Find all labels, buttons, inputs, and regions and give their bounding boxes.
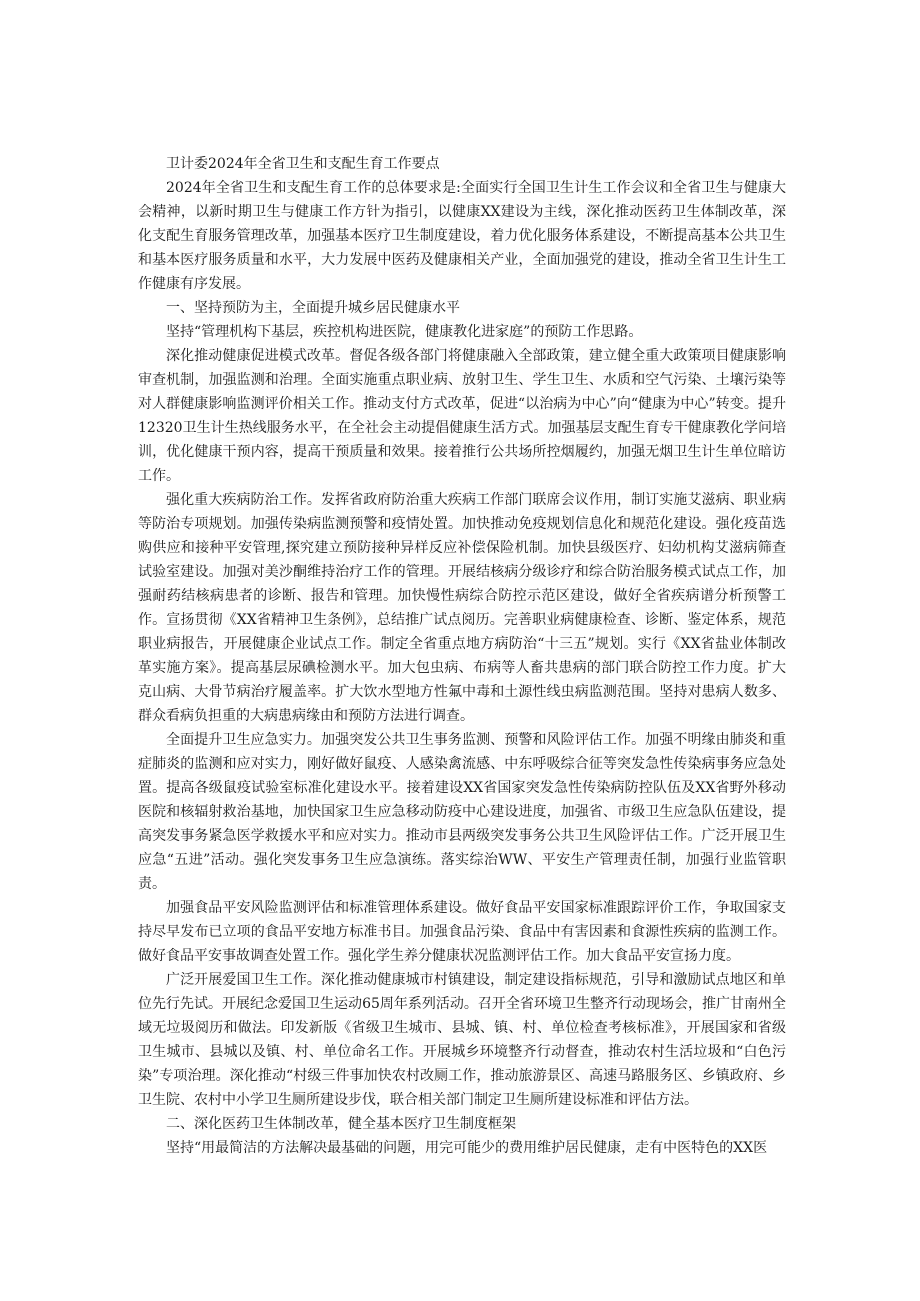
section-1-heading: 一、坚持预防为主，全面提升城乡居民健康水平: [166, 300, 460, 316]
intro-paragraph: 2024年全省卫生和支配生育工作的总体要求是:全面实行全国卫生计生工作会议和全省卫生与健康大会精神，以新时期卫生与健康工作方针为指引，以健康XX建设为主线，深化推动医药卫生体制改革，深化支配生育服务管理改革，加强基本医疗卫生制度建设，着力优化服务体系建设，不断提高基本公共卫生和基本医疗服务质量和水平，大力发展中医药及健康相关产业，全面加强党的建设，推动全省卫生计生工作健康有序发展。: [138, 180, 786, 292]
emergency-response-paragraph: 全面提升卫生应急实力。加强突发公共卫生事务监测、预警和风险评估工作。加强不明缘由肺炎和重症肺炎的监测和应对实力，刚好做好鼠疫、人感染禽流感、中东呼吸综合征等突发急性传染病事务应急处置。提高各级鼠疫试验室标准化建设水平。接着建设XX省国家突发急性传染病防控队伍及XX省野外移动医院和核辐射救治基地，加快国家卫生应急移动防疫中心建设进度，加强省、市级卫生应急队伍建设，提高突发事务紧急医学救援水平和应对实力。推动市县两级突发事务公共卫生风险评估工作。广泛开展卫生应急“五进”活动。强化突发事务卫生应急演练。落实综治WW、平安生产管理责任制，加强行业监管职责。: [138, 732, 786, 892]
section-1-lead-paragraph: 坚持“管理机构下基层，疾控机构进医院，健康教化进家庭”的预防工作思路。: [166, 324, 643, 340]
food-safety-paragraph: 加强食品平安风险监测评估和标准管理体系建设。做好食品平安国家标准跟踪评价工作，争取国家支持尽早发布已立项的食品平安地方标准书目。加强食品污染、食品中有害因素和食源性疾病的监测工作。做好食品平安事故调查处置工作。强化学生养分健康状况监测评估工作。加大食品平安宣扬力度。: [138, 900, 786, 964]
section-2-heading: 二、深化医药卫生体制改革，健全基本医疗卫生制度框架: [166, 1116, 516, 1132]
patriotic-health-paragraph: 广泛开展爱国卫生工作。深化推动健康城市村镇建设，制定建设指标规范，引导和激励试点地区和单位先行先试。开展纪念爱国卫生运动65周年系列活动。召开全省环境卫生整齐行动现场会，推广甘南州全域无垃圾阅历和做法。印发新版《省级卫生城市、县城、镇、村、单位检查考核标准》，开展国家和省级卫生城市、县城以及镇、村、单位命名工作。开展城乡环境整齐行动督查，推动农村生活垃圾和“白色污染”专项治理。深化推动“村级三件事加快农村改厕工作，推动旅游景区、高速马路服务区、乡镇政府、乡卫生院、农村中小学卫生厕所建设步伐，联合相关部门制定卫生厕所建设标准和评估方法。: [138, 972, 786, 1108]
health-promotion-paragraph: 深化推动健康促进模式改革。督促各级各部门将健康融入全部政策，建立健全重大政策项目健康影响审查机制，加强监测和治理。全面实施重点职业病、放射卫生、学生卫生、水质和空气污染、土壤污染等对人群健康影响监测评价相关工作。推动支付方式改革，促进“以治病为中心”向“健康为中心”转变。提升12320卫生计生热线服务水平，在全社会主动提倡健康生活方式。加强基层支配生育专干健康教化学问培训，优化健康干预内容，提高干预质量和效果。接着推行公共场所控烟履约，加强无烟卫生计生单位暗访工作。: [138, 348, 786, 484]
disease-control-paragraph: 强化重大疾病防治工作。发挥省政府防治重大疾病工作部门联席会议作用，制订实施艾滋病、职业病等防治专项规划。加强传染病监测预警和疫情处置。加快推动免疫规划信息化和规范化建设。强化疫苗选购供应和接种平安管理,探究建立预防接种异样反应补偿保险机制。加快县级医疗、妇幼机构艾滋病筛查试验室建设。加强对美沙酮维持治疗工作的管理。开展结核病分级诊疗和综合防治服务模式试点工作，加强耐药结核病患者的诊断、报告和管理。加快慢性病综合防控示范区建设，做好全省疾病谱分析预警工作。宣扬贯彻《XX省精神卫生条例》，总结推广试点阅历。完善职业病健康检查、诊断、鉴定体系，规范职业病报告，开展健康企业试点工作。制定全省重点地方病防治“十三五”规划。实行《XX省盐业体制改革实施方案》。提高基层尿碘检测水平。加大包虫病、布病等人畜共患病的部门联合防控工作力度。扩大克山病、大骨节病治疗履盖率。扩大饮水型地方性氟中毒和土源性线虫病监测范围。坚持对患病人数多、群众看病负担重的大病患病缘由和预防方法进行调查。: [138, 492, 786, 724]
document-page: [138, 152, 786, 1160]
section-2-first-paragraph: 坚持“用最简洁的方法解决最基础的问题，用完可能少的费用维护居民健康，走有中医特色的XX医: [166, 1140, 768, 1156]
document-title: 卫计委2024年全省卫生和支配生育工作要点: [166, 156, 440, 172]
